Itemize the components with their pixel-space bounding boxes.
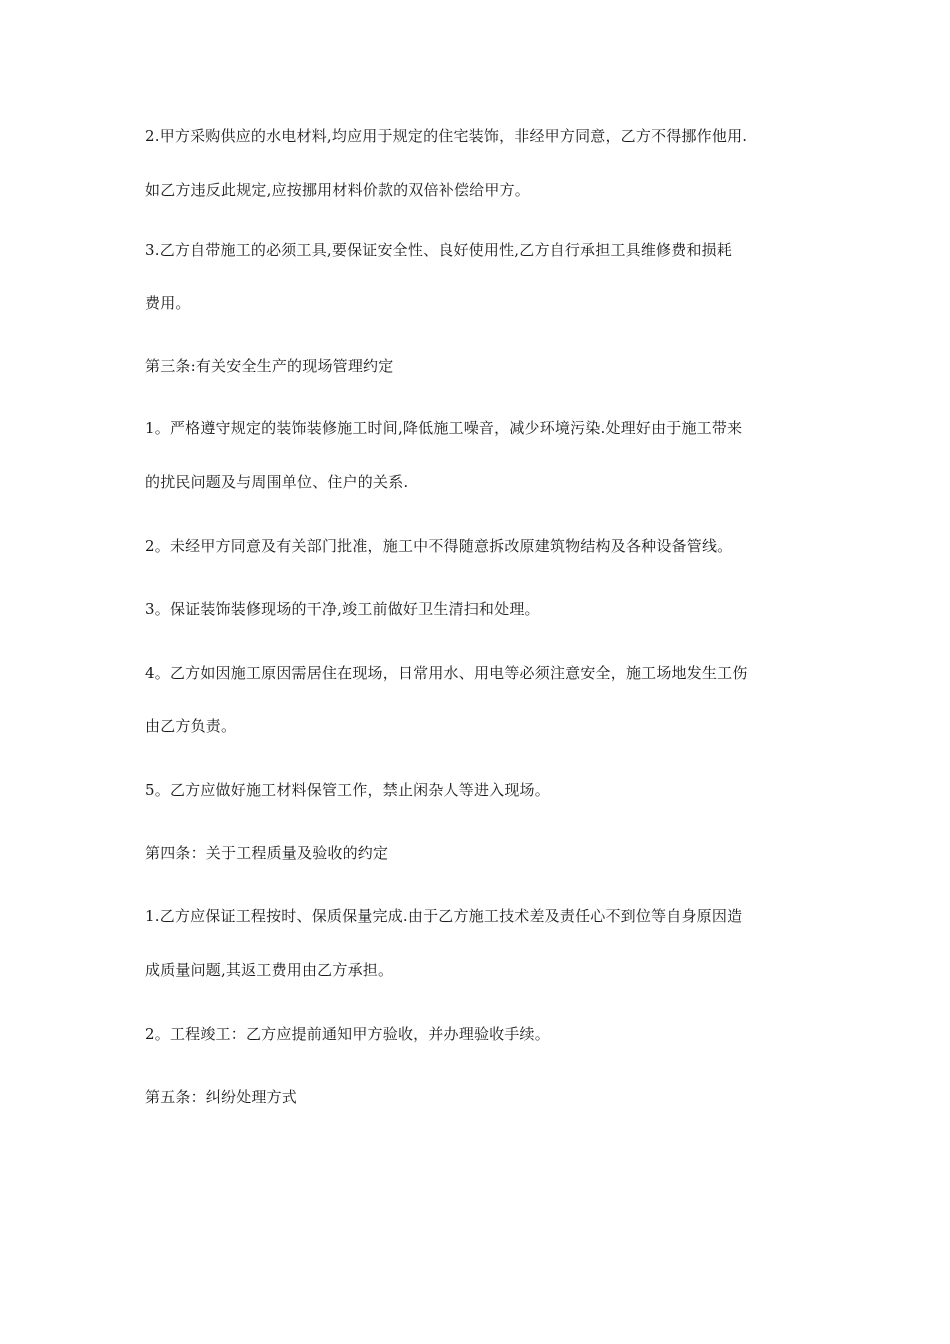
- clause-3-tools-line-1: 3.乙方自带施工的必须工具,要保证安全性、良好使用性,乙方自行承担工具维修费和损耗: [145, 241, 733, 259]
- safety-item-3: 3。保证装饰装修现场的干净,竣工前做好卫生清扫和处理。: [145, 600, 540, 618]
- article-3-heading: 第三条:有关安全生产的现场管理约定: [145, 357, 394, 375]
- quality-item-1-line-1: 1.乙方应保证工程按时、保质保量完成.由于乙方施工技术差及责任心不到位等自身原因造: [145, 907, 743, 925]
- quality-item-2: 2。工程竣工：乙方应提前通知甲方验收，并办理验收手续。: [145, 1025, 550, 1043]
- safety-item-5: 5。乙方应做好施工材料保管工作，禁止闲杂人等进入现场。: [145, 781, 550, 799]
- safety-item-4-line-1: 4。乙方如因施工原因需居住在现场，日常用水、用电等必须注意安全，施工场地发生工伤: [145, 664, 748, 682]
- article-5-heading: 第五条：纠纷处理方式: [145, 1088, 298, 1106]
- clause-2-material-use-line-2: 如乙方违反此规定,应按挪用材料价款的双倍补偿给甲方。: [145, 181, 530, 199]
- clause-3-tools-line-2: 费用。: [145, 294, 191, 312]
- clause-2-material-use-line-1: 2.甲方采购供应的水电材料,均应用于规定的住宅装饰，非经甲方同意，乙方不得挪作他用.: [145, 127, 748, 145]
- safety-item-1-line-2: 的扰民问题及与周围单位、住户的关系.: [145, 473, 409, 491]
- safety-item-2: 2。未经甲方同意及有关部门批准，施工中不得随意拆改原建筑物结构及各种设备管线。: [145, 537, 733, 555]
- article-4-heading: 第四条：关于工程质量及验收的约定: [145, 844, 389, 862]
- quality-item-1-line-2: 成质量问题,其返工费用由乙方承担。: [145, 961, 394, 979]
- safety-item-4-line-2: 由乙方负责。: [145, 717, 237, 735]
- safety-item-1-line-1: 1。严格遵守规定的装饰装修施工时间,降低施工噪音，减少环境污染.处理好由于施工带来: [145, 419, 743, 437]
